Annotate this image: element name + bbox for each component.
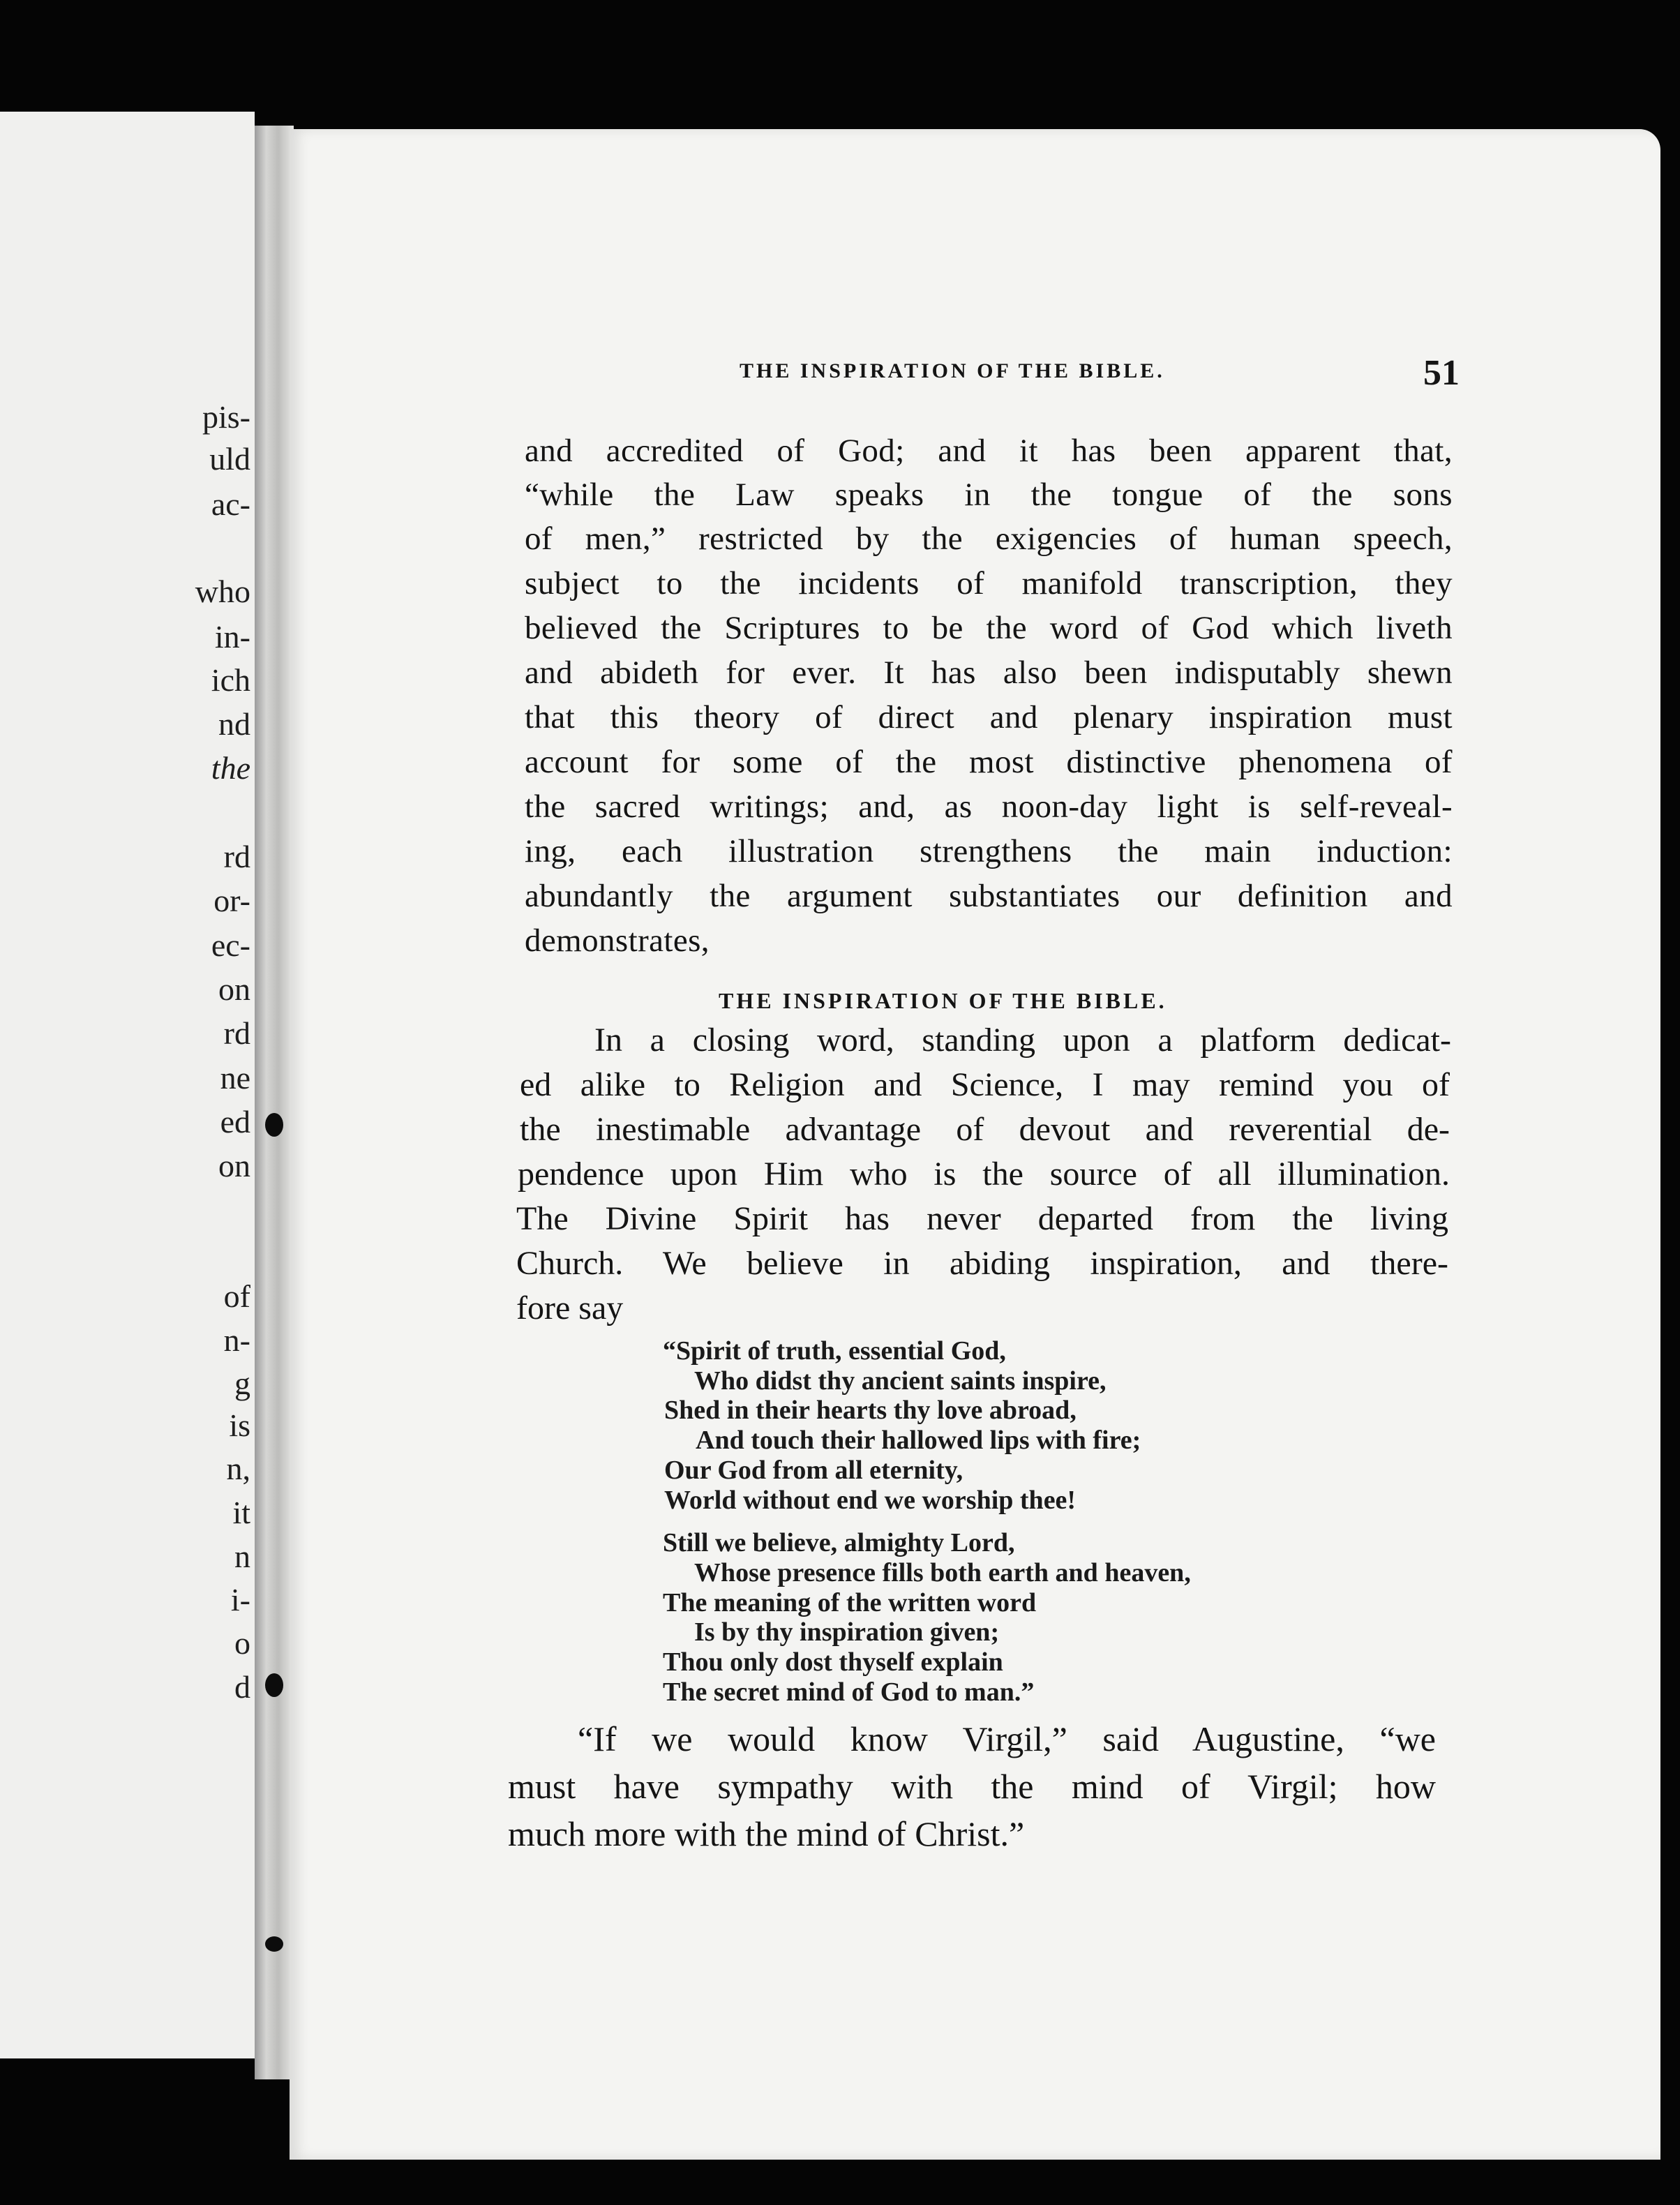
quote-line: much more with the mind of Christ.” <box>508 1814 1025 1853</box>
left-page-line: ac- <box>211 486 250 522</box>
body-text-line: pendence upon Him who is the source of all illumination. <box>518 1156 1450 1193</box>
binding-stitch <box>265 1936 283 1952</box>
left-page-line: n <box>234 1539 250 1574</box>
body-text-line: and accredited of God; and it has been apparent that, <box>525 433 1453 469</box>
quote-line: “If we would know Virgil,” said Augustine, “we <box>578 1719 1436 1758</box>
hymn-line: The secret mind of God to man.” <box>663 1677 1035 1707</box>
hymn-line: Whose presence fills both earth and heaven, <box>694 1558 1191 1587</box>
body-text-line: account for some of the most distinctive phenomena of <box>525 744 1453 780</box>
hymn-line: The meaning of the written word <box>663 1588 1037 1617</box>
hymn-line: Is by thy inspiration given; <box>694 1617 1000 1647</box>
hymn-line: Our God from all eternity, <box>664 1456 963 1485</box>
left-page-line: on <box>218 971 250 1007</box>
left-page-line: in- <box>214 619 250 655</box>
hymn-line: And touch their hallowed lips with fire; <box>696 1426 1141 1455</box>
body-text-line: of men,” restricted by the exigencies of human speech, <box>525 521 1453 557</box>
body-text-line: ed alike to Religion and Science, I may remind you of <box>520 1066 1450 1103</box>
left-page-line: ed <box>220 1104 250 1139</box>
left-page-line: ich <box>211 662 250 698</box>
left-page-line: on <box>218 1148 250 1183</box>
left-page-line: of <box>223 1278 250 1314</box>
hymn-line: Still we believe, almighty Lord, <box>663 1528 1015 1557</box>
hymn-line: “Spirit of truth, essential God, <box>663 1336 1006 1366</box>
left-page-line: or- <box>213 883 250 918</box>
binding-stitch <box>265 1673 283 1697</box>
body-text-line: abundantly the argument substantiates our definition and <box>525 878 1453 914</box>
left-page-line: nd <box>218 706 250 742</box>
body-text-line: subject to the incidents of manifold transcription, they <box>525 565 1453 601</box>
left-page-line: it <box>232 1495 250 1530</box>
body-text-line: believed the Scriptures to be the word of God which liveth <box>525 610 1453 646</box>
book-gutter <box>255 126 294 2079</box>
body-text-line: In a closing word, standing upon a platform dedicat- <box>594 1022 1451 1059</box>
left-page-line: pis- <box>202 399 250 435</box>
body-text-line: the sacred writings; and, as noon-day light is self-reveal- <box>525 788 1453 825</box>
body-text-line: the inestimable advantage of devout and reverential de- <box>520 1111 1450 1148</box>
left-page-line: who <box>195 574 250 609</box>
body-text-line: The Divine Spirit has never departed from the living <box>516 1200 1448 1237</box>
left-page-line: the <box>211 750 250 786</box>
left-page-line: ec- <box>211 927 250 963</box>
body-text-line: that this theory of direct and plenary inspiration must <box>525 699 1453 735</box>
body-text-line: and abideth for ever. It has also been indisputably shewn <box>525 655 1453 691</box>
left-page-line: is <box>229 1407 250 1443</box>
left-page-line: g <box>234 1366 250 1401</box>
left-page-fragment <box>0 112 255 2058</box>
left-page-line: n, <box>226 1451 250 1486</box>
section-heading: THE INSPIRATION OF THE BIBLE. <box>719 988 1167 1013</box>
left-page-line: o <box>234 1625 250 1661</box>
left-page-line: ne <box>220 1060 250 1096</box>
quote-line: must have sympathy with the mind of Virgil; how <box>508 1767 1436 1806</box>
left-page-line: rd <box>223 839 250 874</box>
hymn-line: Who didst thy ancient saints inspire, <box>694 1366 1107 1396</box>
body-text-line: demonstrates, <box>525 922 710 959</box>
hymn-line: Thou only dost thyself explain <box>663 1647 1003 1677</box>
binding-stitch <box>265 1113 283 1137</box>
page-number: 51 <box>1423 353 1460 393</box>
hymn-line: World without end we worship thee! <box>664 1486 1077 1515</box>
left-page-line: i- <box>230 1582 250 1617</box>
left-page-line: n- <box>223 1322 250 1358</box>
left-page-line: uld <box>209 441 250 477</box>
body-text-line: Church. We believe in abiding inspiration, and there- <box>516 1245 1448 1282</box>
body-text-line: fore say <box>516 1290 624 1326</box>
body-text-line: “while the Law speaks in the tongue of the sons <box>525 477 1453 513</box>
left-page-line: d <box>234 1669 250 1705</box>
running-head: THE INSPIRATION OF THE BIBLE. <box>740 359 1165 382</box>
hymn-line: Shed in their hearts thy love abroad, <box>664 1396 1077 1425</box>
body-text-line: ing, each illustration strengthens the main induction: <box>525 833 1453 869</box>
left-page-line: rd <box>223 1015 250 1051</box>
